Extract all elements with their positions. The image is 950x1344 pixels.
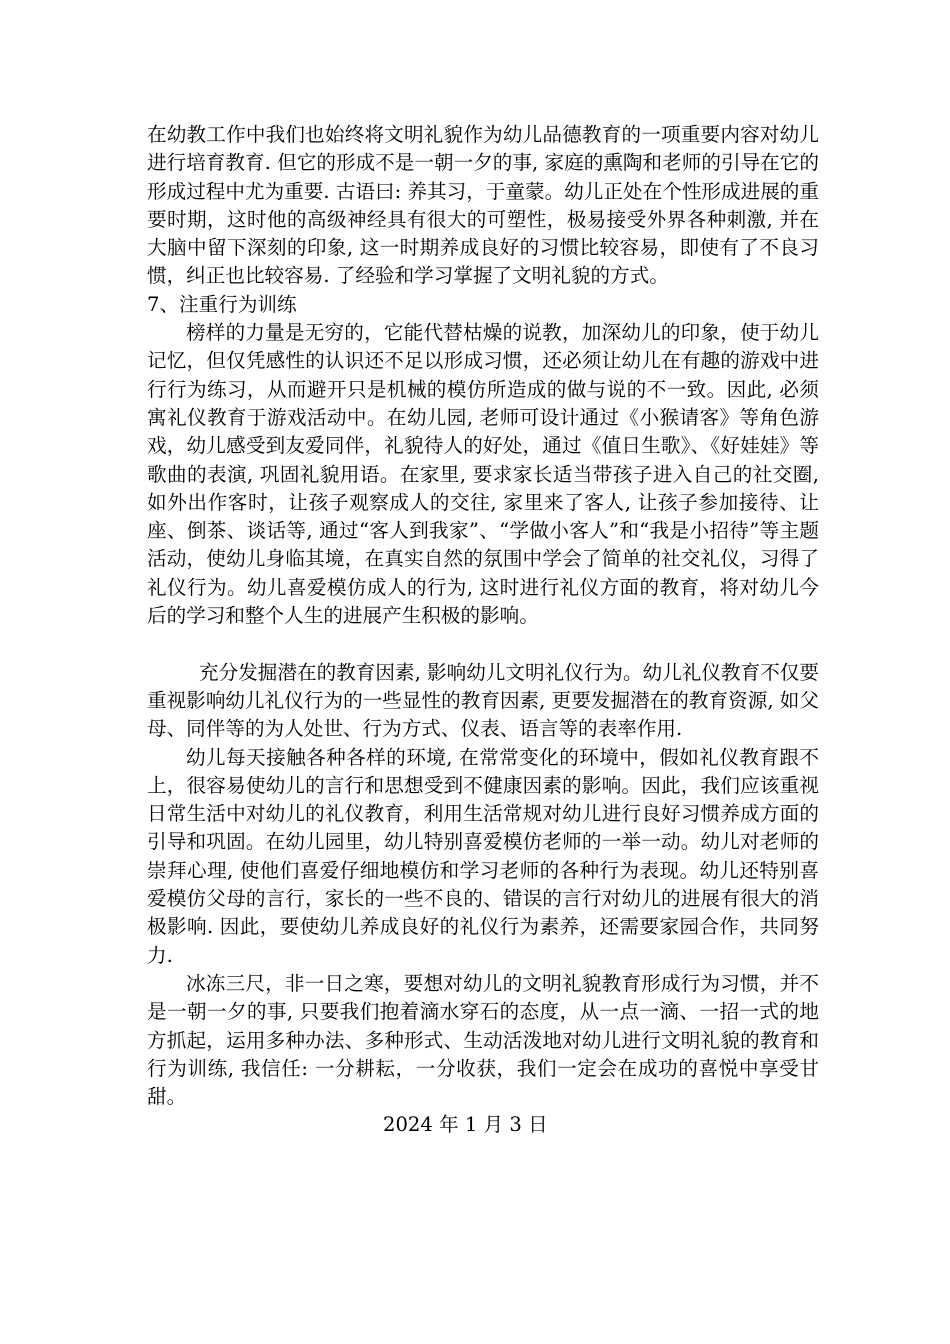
paragraph-role-model: 榜样的力量是无穷的，它能代替枯燥的说教，加深幼儿的印象，使于幼儿记忆，但仅凭感性的认识还不足以形成习惯，还必须让幼儿在有趣的游戏中进行行为练习，从而避开只是机械的模仿所造成的做与说的不一致。因此, 必须寓礼仪教育于游戏活动中。在幼儿园, 老师可设计通过《小猴请客》等角色游戏，幼儿感受到友爱同伴，礼貌待人的好处，通过《值日生歌》、《好娃娃》等歌曲的表演, 巩固礼貌用语。在家里, 要求家长适当带孩子进入自己的社交圈, 如外出作客时，让孩子观察成人的交往, 家里来了客人, 让孩子参加接待、让座、倒茶、谈话等, 通过“客人到我家”、“学做小客人”和“我是小招待”等主题活动，使幼儿身临其境，在真实自然的氛围中学会了简单的社交礼仪，习得了礼仪行为。幼儿喜爱模仿成人的行为, 这时进行礼仪方面的教育，将对幼儿今后的学习和整个人生的进展产生积极的影响。 bbox=[147, 321, 819, 628]
paragraph-hidden-factors: 充分发掘潜在的教育因素, 影响幼儿文明礼仪行为。幼儿礼仪教育不仅要重视影响幼儿礼仪行为的一些显性的教育因素, 更要发掘潜在的教育资源, 如父母、同伴等的为人处世、行为方式、仪表、语言等的表率作用. bbox=[147, 660, 819, 741]
paragraph-daily-life: 幼儿每天接触各种各样的环境, 在常常变化的环境中，假如礼仪教育跟不上，很容易使幼儿的言行和思想受到不健康因素的影响。因此，我们应该重视日常生活中对幼儿的礼仪教育，利用生活常规对幼儿进行良好习惯养成方面的引导和巩固。在幼儿园里，幼儿特别喜爱模仿老师的一举一动。幼儿对老师的崇拜心理, 使他们喜爱仔细地模仿和学习老师的各种行为表现。幼儿还特别喜爱模仿父母的言行，家长的一些不良的、错误的言行对幼儿的进展有很大的消极影响. 因此，要使幼儿养成良好的礼仪行为素养，还需要家园合作，共同努力. bbox=[147, 745, 819, 967]
paragraph-conclusion: 冰冻三尺，非一日之寒，要想对幼儿的文明礼貌教育形成行为习惯，并不是一朝一夕的事, 只要我们抱着滴水穿石的态度，从一点一滴、一招一式的地方抓起，运用多种办法、多种形式、生动活泼地对幼儿进行文明礼貌的教育和行为训练, 我信任: 一分耕耘，一分收获，我们一定会在成功的喜悦中享受甘甜。 bbox=[147, 971, 819, 1109]
paragraph-intro: 在幼教工作中我们也始终将文明礼貌作为幼儿品德教育的一项重要内容对幼儿进行培育教育. 但它的形成不是一朝一夕的事, 家庭的熏陶和老师的引导在它的形成过程中尤为重要. 古语曰: 养其习，于童蒙。幼儿正处在个性形成进展的重要时期，这时他的高级神经具有很大的可塑性，极易接受外界各种刺激, 并在大脑中留下深刻的印象, 这一时期养成良好的习惯比较容易，即使有了不良习惯，纠正也比较容易. 了经验和学习掌握了文明礼貌的方式。 bbox=[147, 123, 819, 288]
document-date: 2024 年 1 月 3 日 bbox=[383, 1113, 548, 1137]
document-page bbox=[147, 121, 819, 1140]
section-heading: 7、注重行为训练 bbox=[147, 292, 297, 316]
paragraph-gap bbox=[147, 630, 819, 658]
